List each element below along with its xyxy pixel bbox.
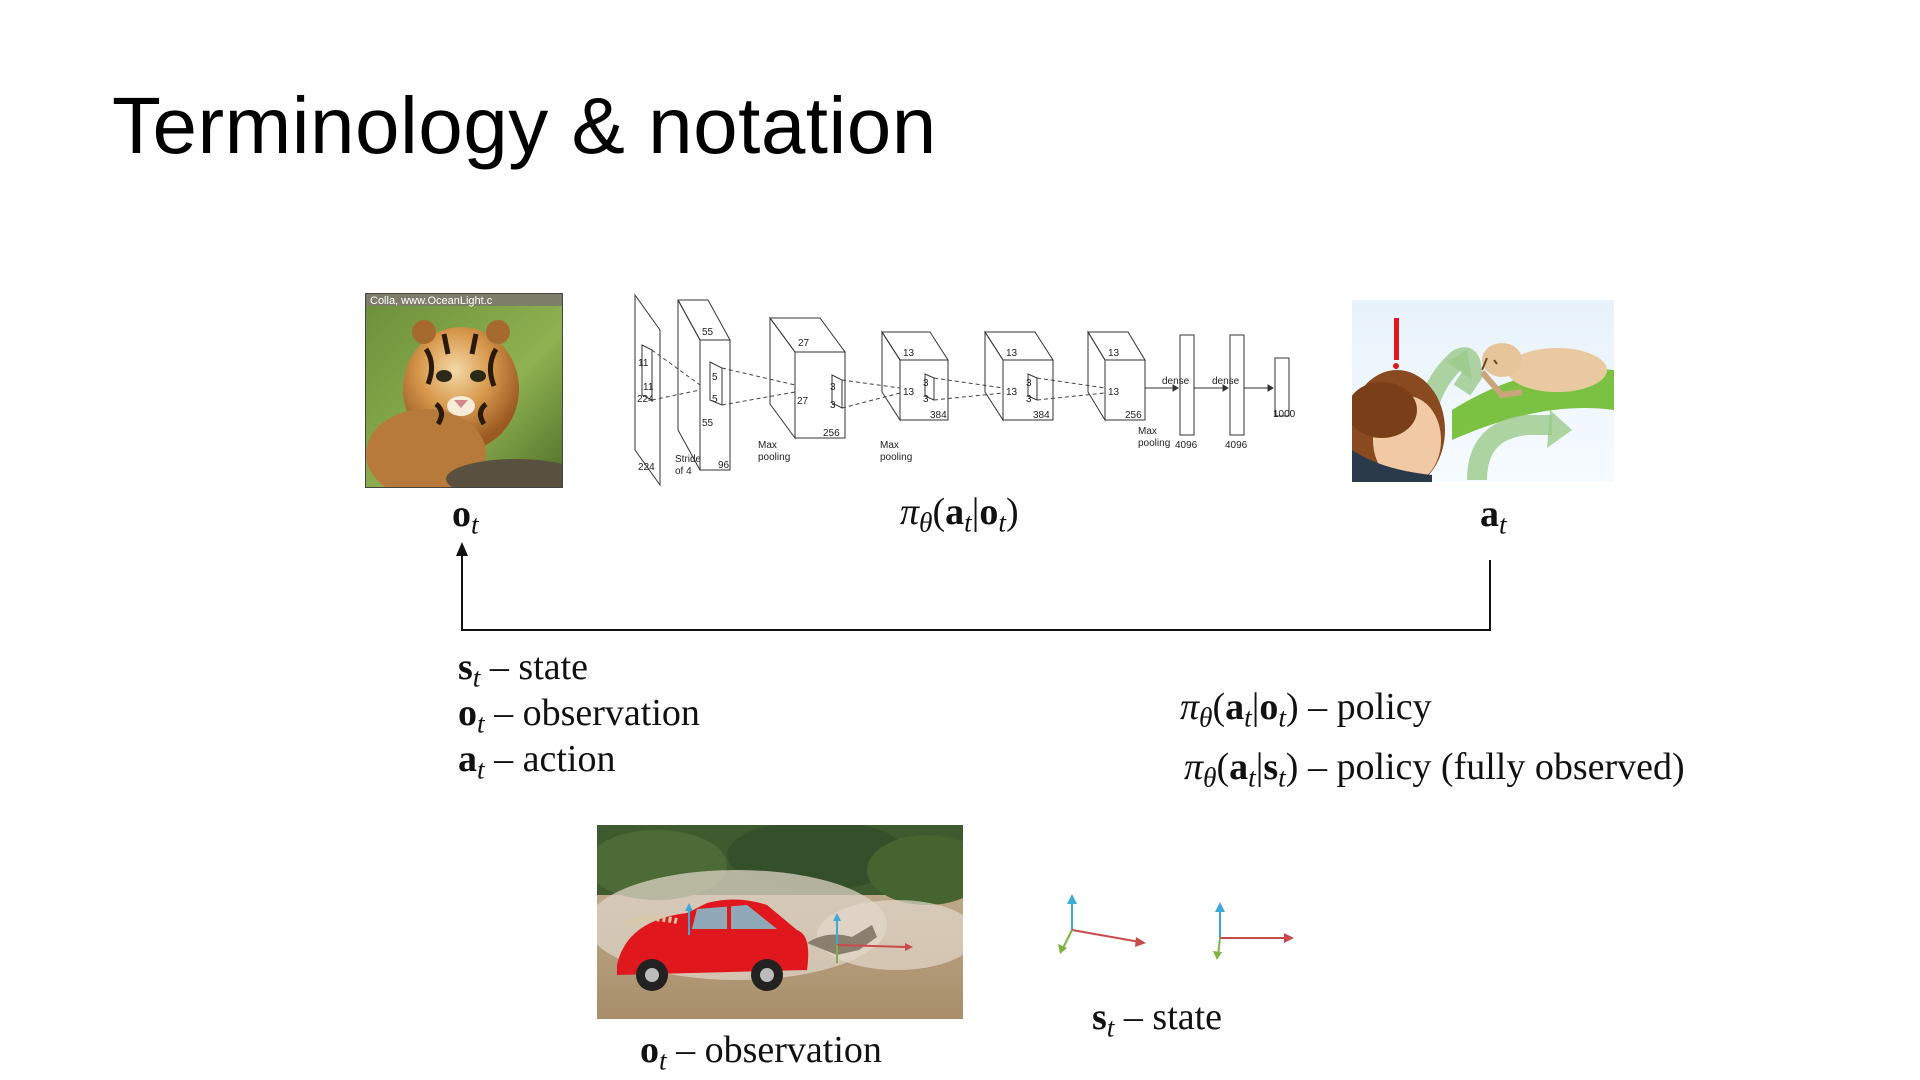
cnn-label-384b: 384 <box>1033 410 1050 421</box>
policy-fo-pi: π <box>1184 746 1204 788</box>
cnn-label-27a: 27 <box>798 338 810 349</box>
definitions-left <box>458 645 700 783</box>
definition-action <box>458 737 700 783</box>
state-subscript: t <box>472 662 481 693</box>
cnn-label-maxpool1a: Max <box>758 440 777 451</box>
cnn-label-224a: 224 <box>637 394 654 405</box>
cnn-label-256a: 256 <box>823 428 840 439</box>
action-illustration-image <box>1352 300 1614 482</box>
cnn-block-1-side <box>678 300 700 470</box>
observation-caption <box>640 1028 882 1077</box>
cnn-block-3-top <box>882 332 948 360</box>
act-symbol: a <box>1480 493 1499 535</box>
cnn-label-3f: 3 <box>1026 394 1032 405</box>
cnn-label-3b: 3 <box>830 400 836 411</box>
cnn-label-13e: 13 <box>1108 348 1120 359</box>
obs-subscript: t <box>471 509 479 540</box>
cnn-label-5a: 5 <box>712 372 718 383</box>
state-caption-text: – state <box>1123 996 1223 1038</box>
cnn-label-96: 96 <box>718 460 730 471</box>
state-symbol: s <box>458 646 473 688</box>
cnn-label-1000: 1000 <box>1273 409 1296 420</box>
definition-policy-fully-observed: $\pi_\theta(a_t|s_t)$ – policy (fully observed) <box>1184 746 1685 793</box>
cnn-block-1-front <box>700 340 730 470</box>
act-subscript: t <box>1499 509 1507 540</box>
definition-observation <box>458 691 700 737</box>
obs-caption-text: – observation <box>676 1029 882 1071</box>
cnn-label-13f: 13 <box>1108 387 1120 398</box>
cnn-label-4096b: 4096 <box>1225 440 1248 451</box>
obs-symbol: o <box>452 493 471 535</box>
state-caption-subscript: t <box>1106 1012 1115 1043</box>
policy-fo-condition: s <box>1263 746 1279 788</box>
cnn-label-maxpool2a: Max <box>880 440 899 451</box>
cnn-block-4-top <box>985 332 1053 360</box>
cnn-label-dense2: dense <box>1212 376 1240 387</box>
cnn-label-384a: 384 <box>930 410 947 421</box>
action-def-symbol: a <box>458 738 477 780</box>
action-subscript: t <box>964 507 972 538</box>
cnn-label-3a: 3 <box>830 382 836 393</box>
car-cheetah-illustration <box>597 825 963 1019</box>
cnn-architecture-diagram <box>630 290 1310 490</box>
policy-fo-condition-sub: t <box>1278 762 1286 793</box>
definitions-right <box>1180 685 1685 795</box>
feedback-loop-line <box>462 550 1490 630</box>
obs-caption-subscript: t <box>659 1045 667 1076</box>
definition-policy: $\pi_\theta(a_t|o_t)$ – policy <box>1180 686 1432 733</box>
cnn-block-5-side <box>1088 332 1105 420</box>
cnn-label-stride: Stride <box>675 454 702 465</box>
feedback-arrowhead <box>456 542 468 556</box>
policy-action-sub: t <box>1244 702 1252 733</box>
obs-caption-symbol: o <box>640 1029 659 1071</box>
action-description: – action <box>494 738 616 780</box>
feedback-loop-arrow <box>450 540 1510 640</box>
cnn-block-4-side <box>985 332 1003 420</box>
cnn-label-maxpool1b: pooling <box>758 452 791 463</box>
cnn-label-4096a: 4096 <box>1175 440 1198 451</box>
policy-fo-theta: θ <box>1203 762 1217 793</box>
cnn-label-maxpool2b: pooling <box>880 452 913 463</box>
obs-label-top <box>452 492 479 541</box>
cnn-label-27b: 27 <box>797 396 809 407</box>
open-paren: ( <box>932 491 946 533</box>
state-caption-symbol: s <box>1092 996 1107 1038</box>
state-description: – state <box>489 646 589 688</box>
cnn-label-of4: of 4 <box>675 466 692 477</box>
state-caption <box>1092 995 1222 1044</box>
slide-title: Terminology & notation <box>112 81 937 170</box>
observation-description: – observation <box>494 692 700 734</box>
definition-state <box>458 645 700 691</box>
cnn-label-3e: 3 <box>1026 378 1032 389</box>
policy-fo-action-sub: t <box>1248 762 1256 793</box>
cnn-label-13a: 13 <box>903 348 915 359</box>
action-def-subscript: t <box>477 754 485 785</box>
cnn-label-224b: 224 <box>638 462 655 473</box>
cnn-label-13b: 13 <box>903 387 915 398</box>
cnn-label-maxpool3a: Max <box>1138 426 1157 437</box>
cnn-label-11b: 11 <box>643 382 654 393</box>
state-axes-diagram <box>1040 890 1320 980</box>
cnn-label-5b: 5 <box>712 394 718 405</box>
policy-fo-action: a <box>1229 746 1249 788</box>
close-paren: ) <box>1005 491 1019 533</box>
cnn-label-maxpool3b: pooling <box>1138 438 1171 449</box>
cnn-label-13c: 13 <box>1006 348 1018 359</box>
observation-subscript: t <box>477 708 485 739</box>
cnn-block-2-front <box>795 352 845 438</box>
policy-theta: θ <box>1199 702 1213 733</box>
policy-label-top <box>900 490 1019 539</box>
cnn-label-3d: 3 <box>923 394 929 405</box>
cnn-label-dense1: dense <box>1162 376 1190 387</box>
policy-pi: π <box>1180 686 1200 728</box>
tiger-illustration <box>366 294 562 487</box>
axes-frame-2 <box>1213 902 1294 960</box>
cnn-label-13d: 13 <box>1006 387 1018 398</box>
obs-symbol-policy: o <box>979 491 999 533</box>
tiger-observation-image <box>365 293 563 488</box>
policy-action: a <box>1225 686 1245 728</box>
tiger-watermark: Colla, www.OceanLight.c <box>370 295 493 307</box>
car-cheetah-observation-image <box>597 825 963 1019</box>
given-bar: | <box>971 491 980 533</box>
action-symbol: a <box>945 491 965 533</box>
cnn-label-3c: 3 <box>923 378 929 389</box>
act-label-top <box>1480 492 1507 541</box>
pi-symbol: π <box>900 491 920 533</box>
observation-symbol: o <box>458 692 477 734</box>
cnn-output <box>1275 358 1289 416</box>
theta-subscript: θ <box>919 507 933 538</box>
cnn-label-55a: 55 <box>702 327 714 338</box>
cnn-block-3-side <box>882 332 900 420</box>
alert-exclamation <box>1394 318 1399 360</box>
cnn-label-55b: 55 <box>702 418 714 429</box>
policy-description: – policy <box>1308 686 1432 728</box>
person-cougar-illustration <box>1352 300 1614 482</box>
cnn-label-256b: 256 <box>1125 410 1142 421</box>
policy-condition-sub: t <box>1278 702 1286 733</box>
cnn-label-11a: 11 <box>638 358 649 369</box>
cnn-block-2-side <box>770 318 795 438</box>
policy-fo-description: – policy (fully observed) <box>1307 746 1685 788</box>
policy-condition: o <box>1259 686 1279 728</box>
axes-frame-1 <box>1058 894 1146 954</box>
obs-subscript-policy: t <box>998 507 1006 538</box>
